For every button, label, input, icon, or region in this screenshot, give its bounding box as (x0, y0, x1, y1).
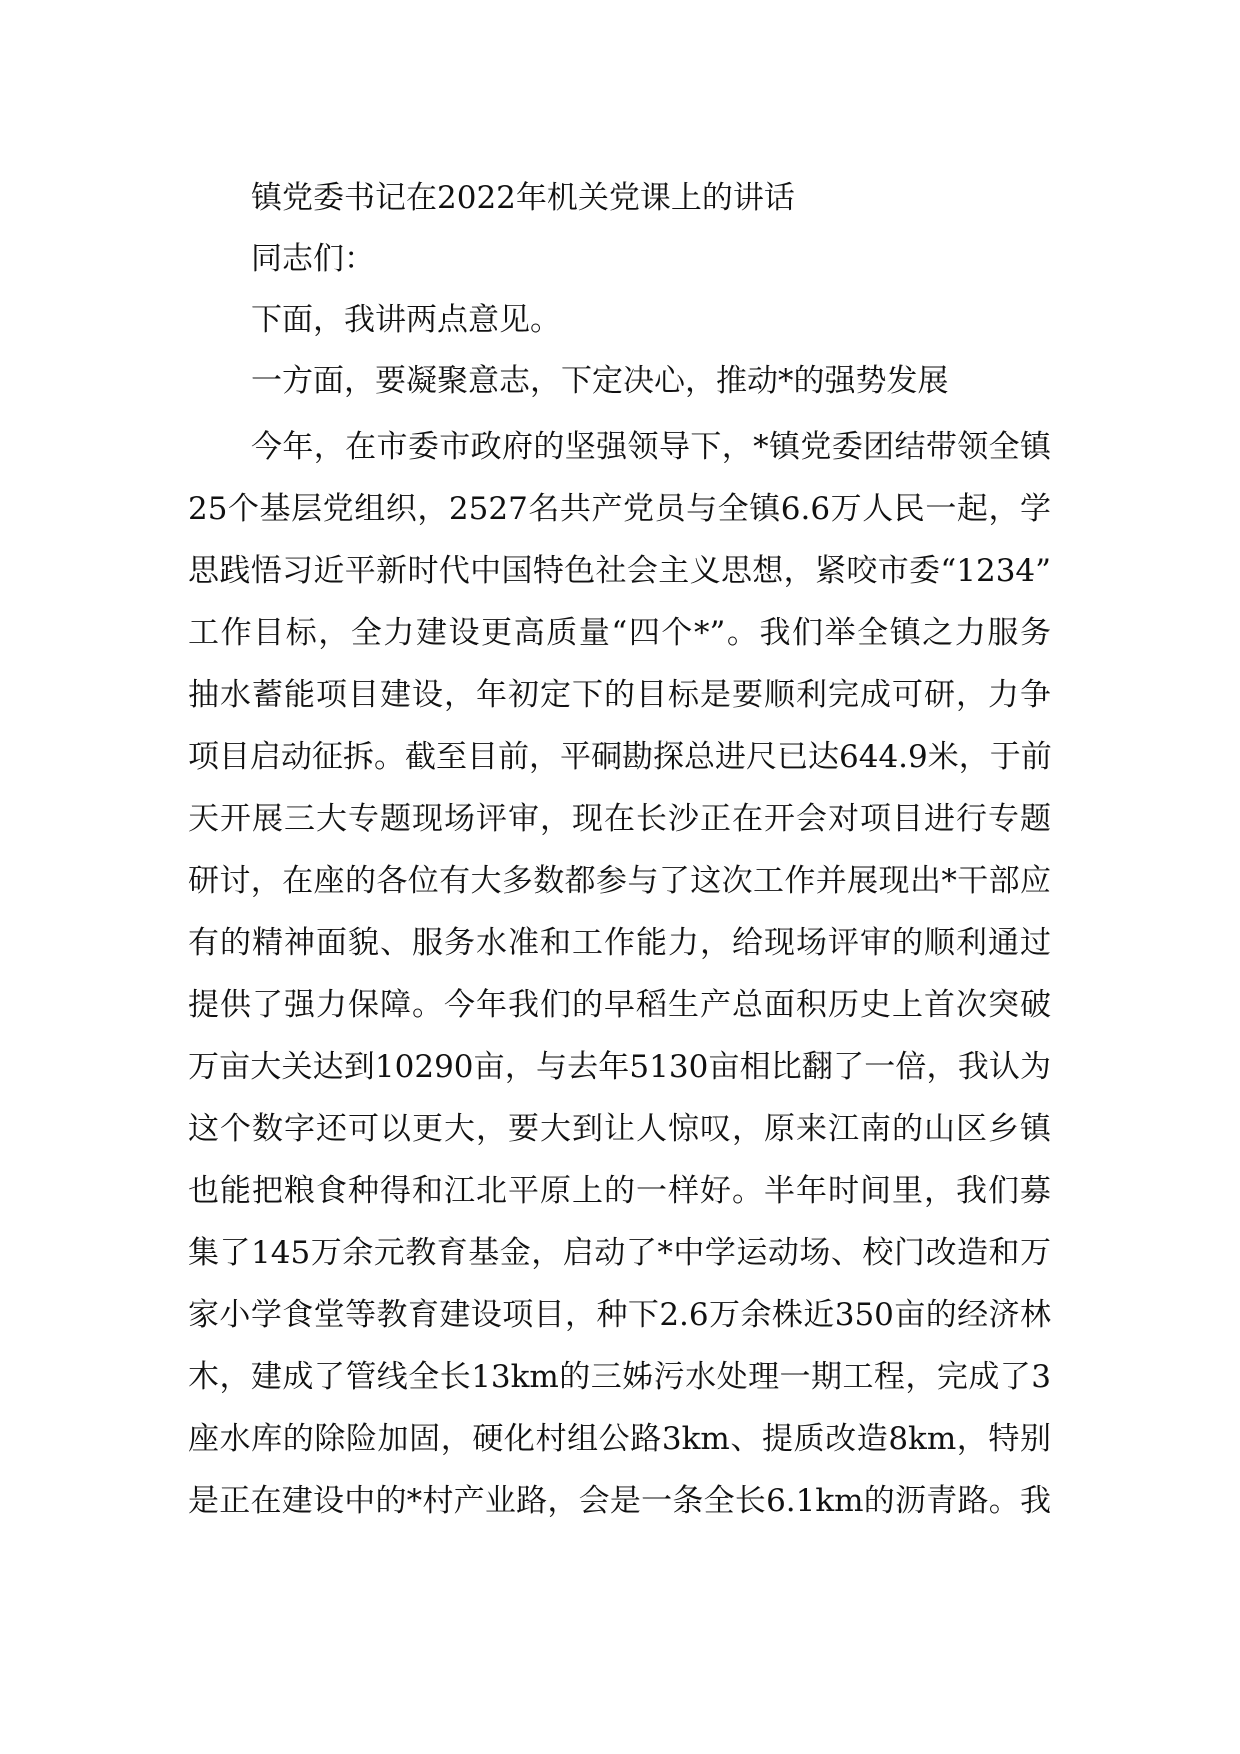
paragraph-line: 集了145万余元教育基金，启动了*中学运动场、校门改造和万 (188, 1235, 1051, 1271)
paragraph-line: 抽水蓄能项目建设，年初定下的目标是要顺利完成可研，力争 (188, 677, 1051, 713)
salutation: 同志们： (251, 241, 375, 277)
paragraph-line: 有的精神面貌、服务水准和工作能力，给现场评审的顺利通过 (188, 925, 1051, 961)
paragraph-line: 这个数字还可以更大，要大到让人惊叹，原来江南的山区乡镇 (188, 1111, 1051, 1147)
paragraph-line: 也能把粮食种得和江北平原上的一样好。半年时间里，我们募 (188, 1173, 1051, 1209)
paragraph-line: 座水库的除险加固，硬化村组公路3km、提质改造8km，特别 (188, 1421, 1051, 1457)
paragraph-line: 家小学食堂等教育建设项目，种下2.6万余株近350亩的经济林 (188, 1297, 1051, 1333)
paragraph-line: 提供了强力保障。今年我们的早稻生产总面积历史上首次突破 (188, 987, 1051, 1023)
paragraph-line: 工作目标，全力建设更高质量“四个*”。我们举全镇之力服务 (188, 615, 1051, 651)
paragraph-line: 木，建成了管线全长13km的三姊污水处理一期工程，完成了3 (188, 1359, 1051, 1395)
paragraph-line: 今年，在市委市政府的坚强领导下，*镇党委团结带领全镇 (251, 429, 1051, 465)
document-title: 镇党委书记在2022年机关党课上的讲话 (251, 180, 795, 216)
paragraph-line: 思践悟习近平新时代中国特色社会主义思想，紧咬市委“1234” (188, 553, 1051, 589)
paragraph-line: 是正在建设中的*村产业路，会是一条全长6.1km的沥青路。我 (188, 1483, 1051, 1519)
paragraph-line: 研讨，在座的各位有大多数都参与了这次工作并展现出*干部应 (188, 863, 1051, 899)
paragraph-line: 25个基层党组织，2527名共产党员与全镇6.6万人民一起，学 (188, 491, 1051, 527)
intro-text: 下面，我讲两点意见。 (251, 302, 561, 338)
section-heading: 一方面，要凝聚意志，下定决心，推动*的强势发展 (251, 363, 949, 399)
paragraph-line: 万亩大关达到10290亩，与去年5130亩相比翻了一倍，我认为 (188, 1049, 1051, 1085)
paragraph-line: 项目启动征拆。截至目前，平硐勘探总进尺已达644.9米，于前 (188, 739, 1052, 775)
paragraph-line: 天开展三大专题现场评审，现在长沙正在开会对项目进行专题 (188, 801, 1051, 837)
